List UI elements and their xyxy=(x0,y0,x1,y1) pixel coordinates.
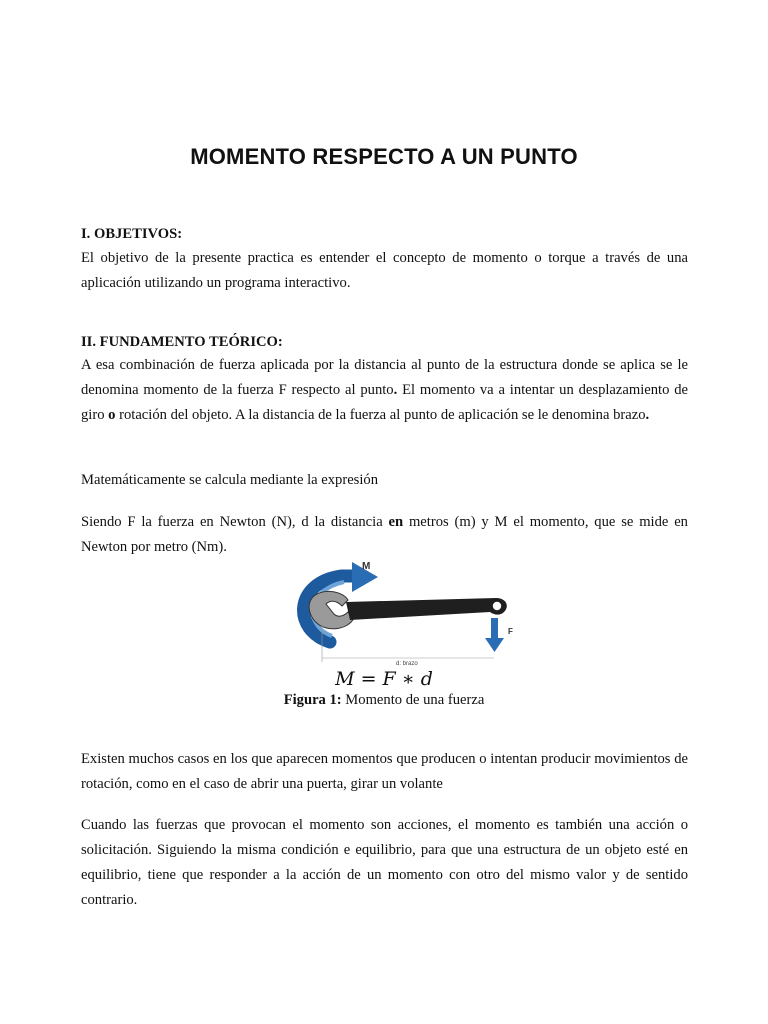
cuando-paragraph: Cuando las fuerzas que provocan el momento son acciones, el momento es también una acción o solicitación. Siguiendo la misma condición e equilibrio, para que una estructura de un objeto esté en equilibrio, tiene que responder a la acción de un momento con otro del mismo valor y de sentido contrario. xyxy=(81,817,688,908)
moment-formula: M = F ∗ d xyxy=(335,668,433,690)
math-paragraph-block xyxy=(81,468,688,493)
section-fundamento-heading xyxy=(81,330,688,354)
label-m: M xyxy=(362,561,371,572)
fundamento-heading: II. FUNDAMENTO TEÓRICO: xyxy=(81,334,283,350)
existen-paragraph-block xyxy=(81,747,688,797)
fundamento-dot-2: . xyxy=(645,407,650,423)
force-arrow-shaft xyxy=(491,618,498,638)
siendo-paragraph-block xyxy=(81,510,688,560)
caption-text: Momento de una fuerza xyxy=(341,692,485,708)
section-objetivos-heading xyxy=(81,222,688,246)
label-f: F xyxy=(508,627,513,636)
fundamento-dot-1: . xyxy=(393,382,398,398)
page-title: MOMENTO RESPECTO A UN PUNTO xyxy=(190,144,578,169)
label-brazo: d: brazo xyxy=(396,661,418,667)
fundamento-text-a: A esa combinación de fuerza aplicada por la distancia al punto de la estructura donde se aplica se le denomina momento de la fuerza F respecto al punto xyxy=(81,357,688,398)
section-fundamento-body xyxy=(81,353,688,428)
siendo-text-a: Siendo F la fuerza en Newton (N), d la distancia xyxy=(81,514,389,530)
cuando-paragraph-block xyxy=(81,813,688,913)
wrench-hole-icon xyxy=(493,602,501,610)
math-paragraph: Matemáticamente se calcula mediante la expresión xyxy=(81,472,379,488)
fundamento-text-b: El momento va a intentar un desplazamiento de giro xyxy=(81,382,688,423)
objetivos-heading: I. OBJETIVOS: xyxy=(81,226,183,242)
existen-paragraph: Existen muchos casos en los que aparecen momentos que producen o intentan producir movimientos de rotación, como en el caso de abrir una puerta, girar un volante xyxy=(81,751,688,792)
caption-label: Figura 1: xyxy=(283,692,342,708)
section-objetivos-body xyxy=(81,246,688,296)
wrench-handle-icon xyxy=(346,598,507,620)
siendo-bold-en: en xyxy=(388,514,404,530)
objetivos-paragraph: El objetivo de la presente practica es entender el concepto de momento o torque a través de una aplicación utilizando un programa interactivo. xyxy=(81,250,688,291)
siendo-text-b: metros (m) y M el momento, que se mide en Newton por metro (Nm). xyxy=(81,514,688,555)
figure-caption xyxy=(0,692,768,709)
fundamento-paragraph xyxy=(81,353,688,428)
fundamento-text-c: rotación del objeto. A la distancia de la fuerza al punto de aplicación se le denomina brazo xyxy=(115,407,646,423)
siendo-paragraph xyxy=(81,510,688,560)
fundamento-bold-o: o xyxy=(108,407,116,423)
force-arrow-head-icon xyxy=(485,638,504,652)
